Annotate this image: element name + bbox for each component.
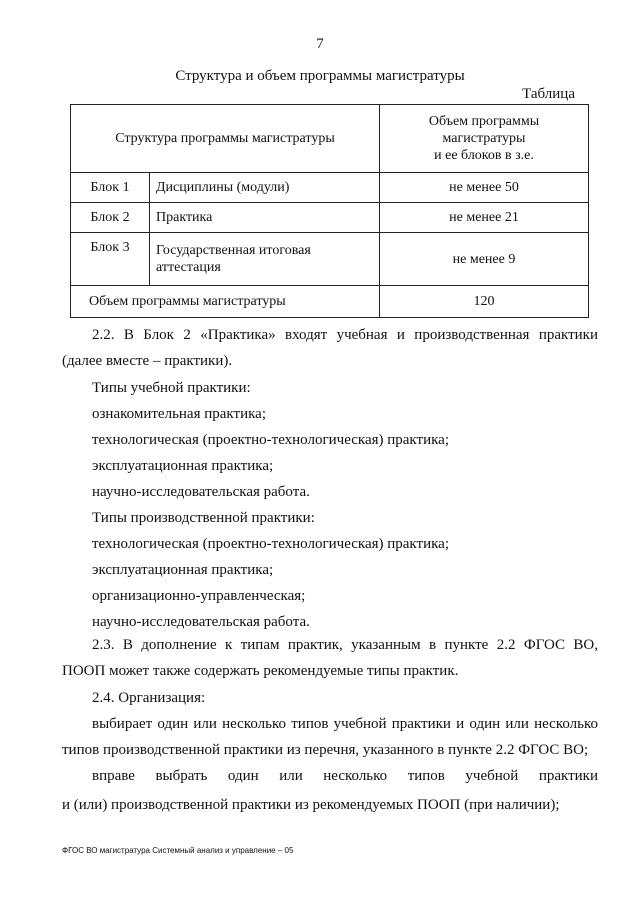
org-item-line: выбирает один или несколько типов учебной практики и один или несколько (92, 716, 598, 732)
header-volume-line: и ее блоков в з.е. (434, 148, 534, 163)
prod-practice-types-title: Типы производственной практики: (92, 510, 315, 526)
block-cell: Блок 1 (71, 173, 150, 203)
list-item: эксплуатационная практика; (92, 562, 274, 578)
block-cell: Блок 2 (71, 203, 150, 233)
block-name-line: Государственная итоговая (156, 243, 311, 258)
page-number: 7 (316, 36, 324, 52)
block-cell: Блок 3 (71, 233, 150, 286)
list-item: научно-исследовательская работа. (92, 614, 310, 630)
paragraph-2-3-line: ПООП может также содержать рекомендуемые типы практик. (62, 663, 459, 679)
list-item: ознакомительная практика; (92, 406, 266, 422)
header-volume-line: магистратуры (442, 131, 526, 146)
table-label: Таблица (522, 86, 575, 102)
table-title: Структура и объем программы магистратуры (175, 68, 465, 84)
table-row (71, 233, 589, 286)
org-item-line: и (или) производственной практики из рекомендуемых ПООП (при наличии); (62, 797, 560, 813)
header-volume-cell (380, 105, 589, 173)
paragraph-2-3-line: 2.3. В дополнение к типам практик, указанным в пункте 2.2 ФГОС ВО, (92, 637, 598, 653)
table-total-row (71, 286, 589, 318)
table-row (71, 203, 589, 233)
list-item: научно-исследовательская работа. (92, 484, 310, 500)
list-item: организационно-управленческая; (92, 588, 306, 604)
header-volume-line: Объем программы (428, 114, 540, 129)
block-volume-cell: не менее 50 (380, 173, 589, 203)
edu-practice-types-title: Типы учебной практики: (92, 380, 251, 396)
list-item: технологическая (проектно-технологическая) практика; (92, 536, 449, 552)
list-item: эксплуатационная практика; (92, 458, 274, 474)
table-header-row (71, 105, 589, 173)
block-volume-cell: не менее 21 (380, 203, 589, 233)
paragraph-2-2-line: (далее вместе – практики). (62, 353, 233, 369)
block-name-line: аттестация (156, 260, 221, 275)
list-item: технологическая (проектно-технологическая) практика; (92, 432, 449, 448)
header-structure-cell: Структура программы магистратуры (71, 105, 380, 173)
total-value-cell: 120 (380, 286, 589, 318)
paragraph-2-2-line: 2.2. В Блок 2 «Практика» входят учебная и производственная практики (92, 327, 598, 343)
block-name-cell (150, 233, 380, 286)
program-structure-table (70, 104, 589, 318)
org-item-line: вправе выбрать один или несколько типов учебной практики (92, 768, 598, 784)
block-name-cell: Дисциплины (модули) (150, 173, 380, 203)
total-label-cell: Объем программы магистратуры (71, 286, 380, 318)
org-item-line: типов производственной практики из перечня, указанного в пункте 2.2 ФГОС ВО; (62, 742, 589, 758)
block-volume-cell: не менее 9 (380, 233, 589, 286)
table-row (71, 173, 589, 203)
block-name-cell: Практика (150, 203, 380, 233)
paragraph-2-4: 2.4. Организация: (92, 690, 206, 706)
page-footer: ФГОС ВО магистратура Системный анализ и управление – 05 (62, 846, 294, 855)
